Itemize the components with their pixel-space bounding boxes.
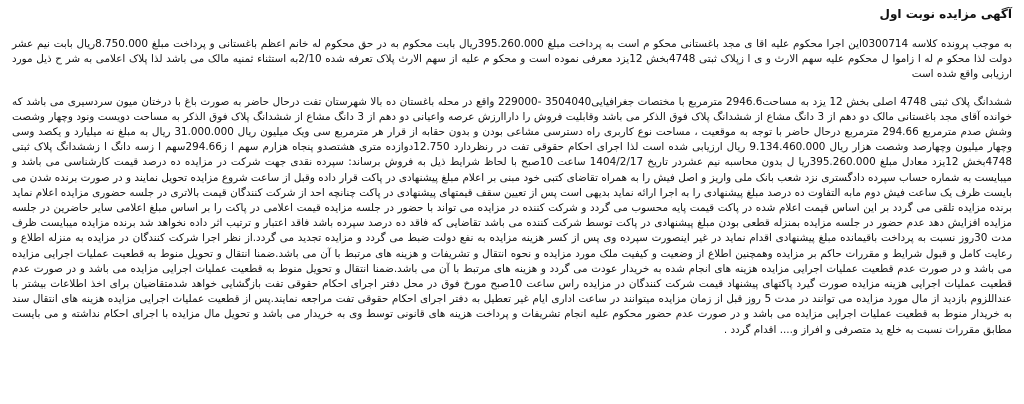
notice-paragraph-details: ششدانگ پلاک ثبتی 4748 اصلی بخش 12 یزد به مساحت2946.6 مترمربع با مختصات جغرافیایی3504040 -229000 واقع در محله باغستان ده بالا شهرستان تفت درحال حاضر به صورت باغ با درختان میون سردسیری می باشد که خوانده آقای مجد باغستانی مالک دو دهم از 3 دانگ مشاع از ششدانگ پلاک فوق الذکر می باشد وقابلیت فروش را داراارزش عرصه واعیانی دو دهم از 3 دانگ مشاع از ششدانگ پلاک فوق الذکر به مساحت دویست ونود وچهار وشصت وشش صدم مترمربع 294.66 مترمربع درحال حاضر با توجه به موقعیت ، مساحت نوع کاربری راه دسترسی مشاعی بودن و بدون حقابه از قرار هر مترمربع سی ویک میلیون ریال 31.000.000 ریال به مبلغ نه میلیارد و یکصد وسی وچهار میلیون وچهارصد وشصت هزار ریال 9.134.460.000 ریال ارزیابی شده است لذا اجرای احکام حقوقی تفت در رنظردارد 12.750دوازده متری هشتصدو پنجاه هزارم سهم ا ز294.66سهم ا زسه دانگ ا زششدانگ پلاک ثبتی 4748بخش 12یزد معادل مبلغ 395.260.000ریا ل بدون محاسبه نیم عشردر تاریخ 1404/2/17 ساعت 10صبح با لحاظ شرایط ذیل به فروش برساند: سپرده نقدی جهت شرکت در مزایده ده درصد قیمت کارشناسی می باشد و میبایست به شماره حساب سپرده دادگستری نزد شعب بانک ملی واریز و اصل فیش را به همراه تقاضای کتبی خود مبنی بر اعلام مبلغ پیشنهادی در پاکت قرار داده وقبل از ساعت شروع مزایده تحویل نمایند و در صورت برنده شدن می بایست ظرف یک ساعت فیش دوم مابه التفاوت ده درصد مبلغ پیشنهادی را به اجرا ارائه نماید بدیهی است پس از تعیین سقف قیمتهای پیشنهادی در پاکت چنانچه احد از شرکت کنندگان قیمت بالاتری در جلسه حضوری مزایده اعلام نماید برنده مزایده تلقی می گردد بر این اساس قیمت اعلام شده در پاکت قیمت پایه محسوب می گردد و شرکت کننده در مزایده می تواند با حضور در جلسه مزایده قیمت اعلامی در پاکت را بر اساس مبلغ اعلامی سایر حاضرین در جلسه مزایده افزایش دهد عدم حضور در جلسه مزایده بمنزله قطعی بودن مبلغ پیشنهادی در پاکت توسط شرکت کننده می باشد تقاضایی که فاقد ده درصد سپرده باشد فاقد اعتبار و ترتیب اثر داده نخواهد شد برنده مزایده میبایست ظرف مدت 30روز نسبت به پرداخت باقیمانده مبلغ پیشنهادی اقدام نماید در غیر اینصورت سپرده وی پس از کسر هزینه مزایده به نفع دولت ضبط می گردد و مزایده تجدید می گردد.از نظر اجرا شرکت کنندگان در مزایده به منزله اطلاع و رعایت کامل و قبول شرایط و مقررات حاکم بر مزایده وهمچنین اطلاع از وضعیت و کیفیت ملک مورد مزایده و نحوه انتقال و تشریفات و هزینه های مرتبط با آن می باشد.ضمنا انتقال و تحویل منوط به قطعیت عملیات اجرایی مزایده می باشد و در صورت عدم قطعیت عملیات اجرایی مزایده هزینه های انجام شده به خریدار عودت می گردد و هزینه های مرتبط با آن می باشد.ضمنا انتقال و تحویل منوط به قطعیت عملیات اجرایی مزایده می باشد و در صورت عدم قطعیت عملیات اجرایی هزینه مزایده صورت گیرد پاکتهای پیشنهاد قیمت شرکت کنندگان در مزایده راس ساعت 10صبح مورخ فوق در محل دفتر اجرای احکام حقوقی تفت بازگشایی خواهد شدمتقاضیان برای اخذ اطلاعات بیشتر با عنداللزوم بازدید از مال مورد مزایده می توانند در مدت 5 روز قبل از زمان مزایده میتوانند در ساعت اداری ایام غیر تعطیل به دفتر اجرای احکام حقوقی تفت مراجعه نمایند.پس از قطعیت عملیات اجرایی مزایده هزینه های انتقال سند به خریدار منوط به قطعیت عملیات اجرایی مزایده می باشد و در صورت عدم حضور محکوم علیه انجام تشریفات و پرداخت هزینه های قانونی توسط وی به خریدار می باشد و تحویل مال مزایده با اجرای احکام نداشته و می بایست مطابق مقررات نسبت به خلع ید متصرفی و افراز و.... اقدام گردد . (12, 95, 1013, 336)
notice-paragraph-intro: به موجب پرونده کلاسه 0300714این اجرا محکوم علیه اقا ی مجد باغستانی محکو م است به پرداخت مبلغ 395.260.000ریال بابت محکوم به در حق محکوم له خانم اعظم باغستانی و پرداخت مبلغ 8.750.000ریال بابت نیم عشر دولت لذا محکو م له ا زاموا ل محکوم علیه سهم الارث و ی ا زپلاک ثبتی 4748بخش 12یزد معرفی نموده است و محکو م علیه از سهم الارث پلاک تعرفه شده 2/10به استثناء ثمنیه مالک می باشد لذا پلاک اعلامی به شر ح ذیل مورد ارزیابی واقع شده است (12, 38, 1013, 81)
notice-title: آگهی مزایده نوبت اول (879, 7, 1012, 21)
